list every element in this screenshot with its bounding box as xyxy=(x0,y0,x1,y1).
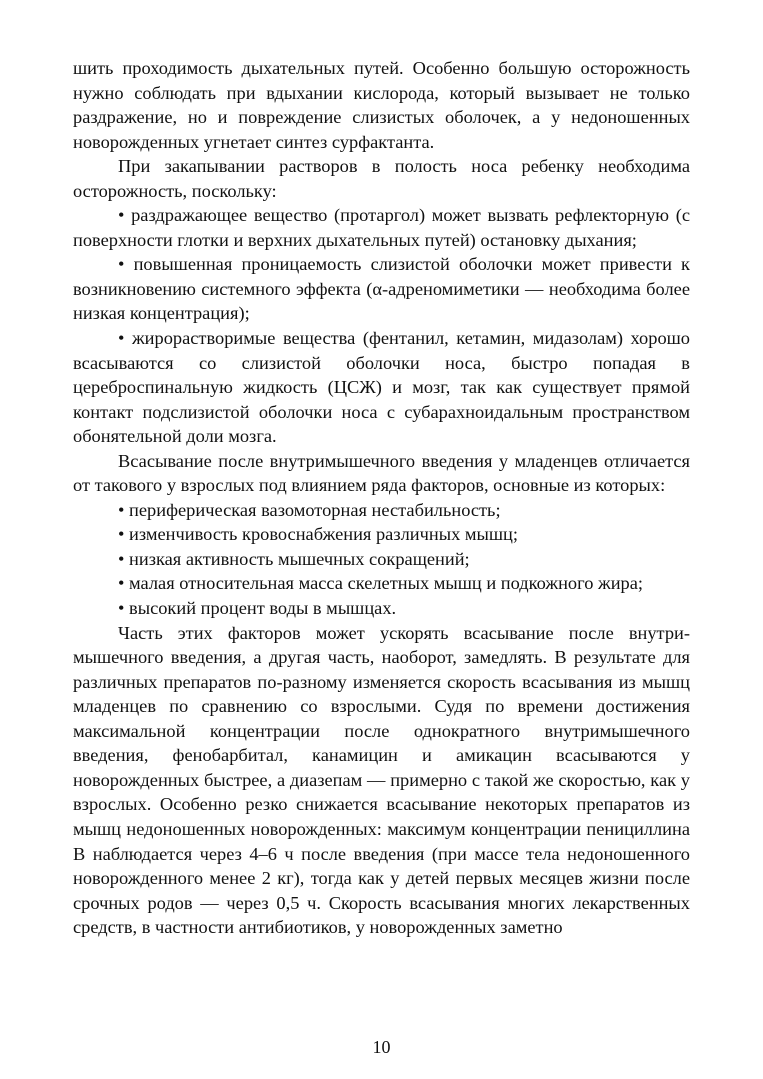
bullet-item: • низкая активность мышечных сокращений; xyxy=(118,548,470,569)
bullet-item: • изменчивость кровоснабжения различных мышц; xyxy=(118,524,518,545)
paragraph: При закапывании растворов в полость носа ребенку необходима осторожность, поскольку: xyxy=(73,156,690,201)
page-number: 10 xyxy=(372,1037,391,1057)
page-body xyxy=(73,56,690,940)
paragraph: шить проходимость дыхательных путей. Особенно большую осторожность нужно соблюдать при вдыхании кислорода, который вызывает не только раздражение, но и повреждение слизистых оболочек, а у недоношенных новорожденных угнетает синтез сурфактанта. xyxy=(73,58,690,152)
bullet-item: • малая относительная масса скелетных мышц и подкожного жира; xyxy=(118,573,644,594)
bullet-item: • периферическая вазомоторная нестабильность; xyxy=(118,499,501,520)
paragraph: Всасывание после внутримышечного введения у младенцев отличается от такового у взрослых под влиянием ряда факторов, основные из которых: xyxy=(73,450,690,496)
bullet-item: • раздражающее вещество (протаргол) может вызвать рефлекторную (с поверхности глотки и верхних дыхательных путей) остановку дыхания; xyxy=(73,205,690,250)
bullet-item: • высокий процент воды в мышцах. xyxy=(118,598,397,619)
bullet-item: • жирорастворимые вещества (фентанил, кетамин, мидазолам) хорошо всасываются со слизистой оболочки носа, быстро попадая в цереброспинальную жидкость (ЦСЖ) и мозг, так как существует прямой контакт подслизистой оболочки носа с субарахноидальным пространством обонятельной доли мозга. xyxy=(73,328,690,447)
bullet-item: • повышенная проницаемость слизистой оболочки может привести к возникновению системного эффекта (α-адреномиметики — необходима более низкая концентрация); xyxy=(73,254,690,324)
paragraph: Часть этих факторов может ускорять всасывание после внутримышечного введения, а другая часть, наоборот, замедлять. В результате для различных препаратов по-разному изменяется скорость всасывания из мышц младенцев по сравнению со взрослыми. Судя по времени достижения максимальной концентрации после однократного внутримышечного введения, фенобарбитал, канамицин и амикацин всасываются у новорожденных быстрее, а диазепам — примерно с такой же скоростью, как у взрослых. Особенно резко снижается всасывание некоторых препаратов из мышц недоношенных новорожденных: максимум концентрации пенициллина B наблюдается через 4–6 ч после введения (при массе тела недоношенного новорожденного менее 2 кг), тогда как у детей первых месяцев жизни после срочных родов — через 0,5 ч. Скорость всасывания многих лекарственных средств, в частности антибиотиков, у новорожденных заметно xyxy=(73,622,690,938)
